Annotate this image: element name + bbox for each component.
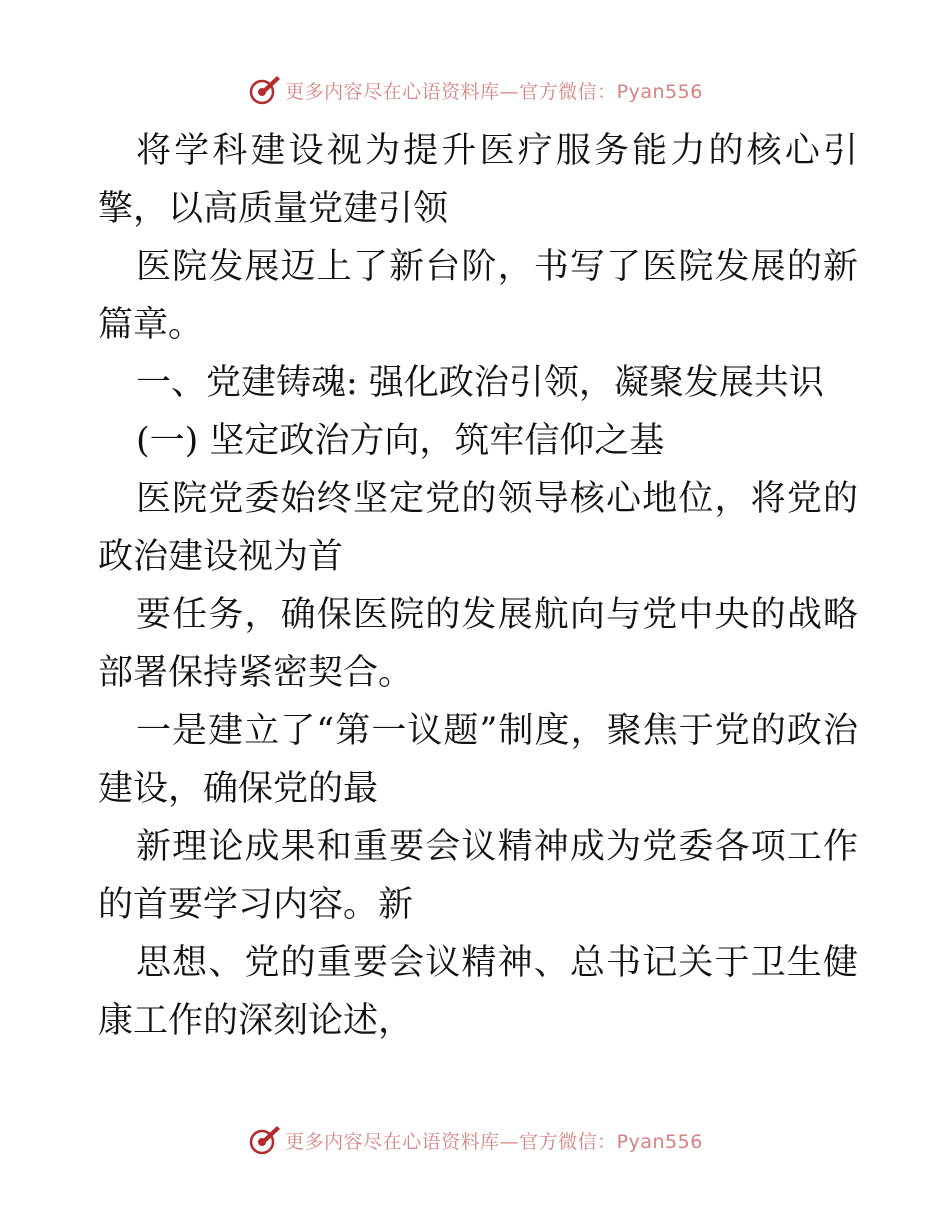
pen-logo-icon: [247, 1123, 281, 1157]
paragraph: 思想、党的重要会议精神、总书记关于卫生健康工作的深刻论述，: [98, 943, 858, 1041]
paragraph: 要任务，确保医院的发展航向与党中央的战略部署保持紧密契合。: [98, 595, 858, 693]
pen-logo-icon: [247, 73, 281, 107]
header-watermark: [0, 70, 950, 110]
paragraph: 医院发展迈上了新台阶，书写了医院发展的新篇章。: [98, 247, 858, 345]
subsection-heading: (一) 坚定政治方向，筑牢信仰之基: [136, 421, 665, 461]
paragraph: 新理论成果和重要会议精神成为党委各项工作的首要学习内容。新: [98, 827, 858, 925]
watermark-text: 更多内容尽在心语资料库—官方微信：Pyan556: [285, 80, 703, 103]
section-heading: 一、党建铸魂: 强化政治引领，凝聚发展共识: [136, 363, 824, 403]
document-body: [98, 122, 858, 1050]
paragraph: 医院党委始终坚定党的领导核心地位，将党的政治建设视为首: [98, 479, 858, 577]
paragraph: 将学科建设视为提升医疗服务能力的核心引擎，以高质量党建引领: [98, 131, 858, 229]
footer-watermark: [0, 1120, 950, 1160]
watermark-text: 更多内容尽在心语资料库—官方微信：Pyan556: [285, 1130, 703, 1153]
paragraph: 一是建立了“第一议题”制度，聚焦于党的政治建设，确保党的最: [98, 711, 858, 809]
